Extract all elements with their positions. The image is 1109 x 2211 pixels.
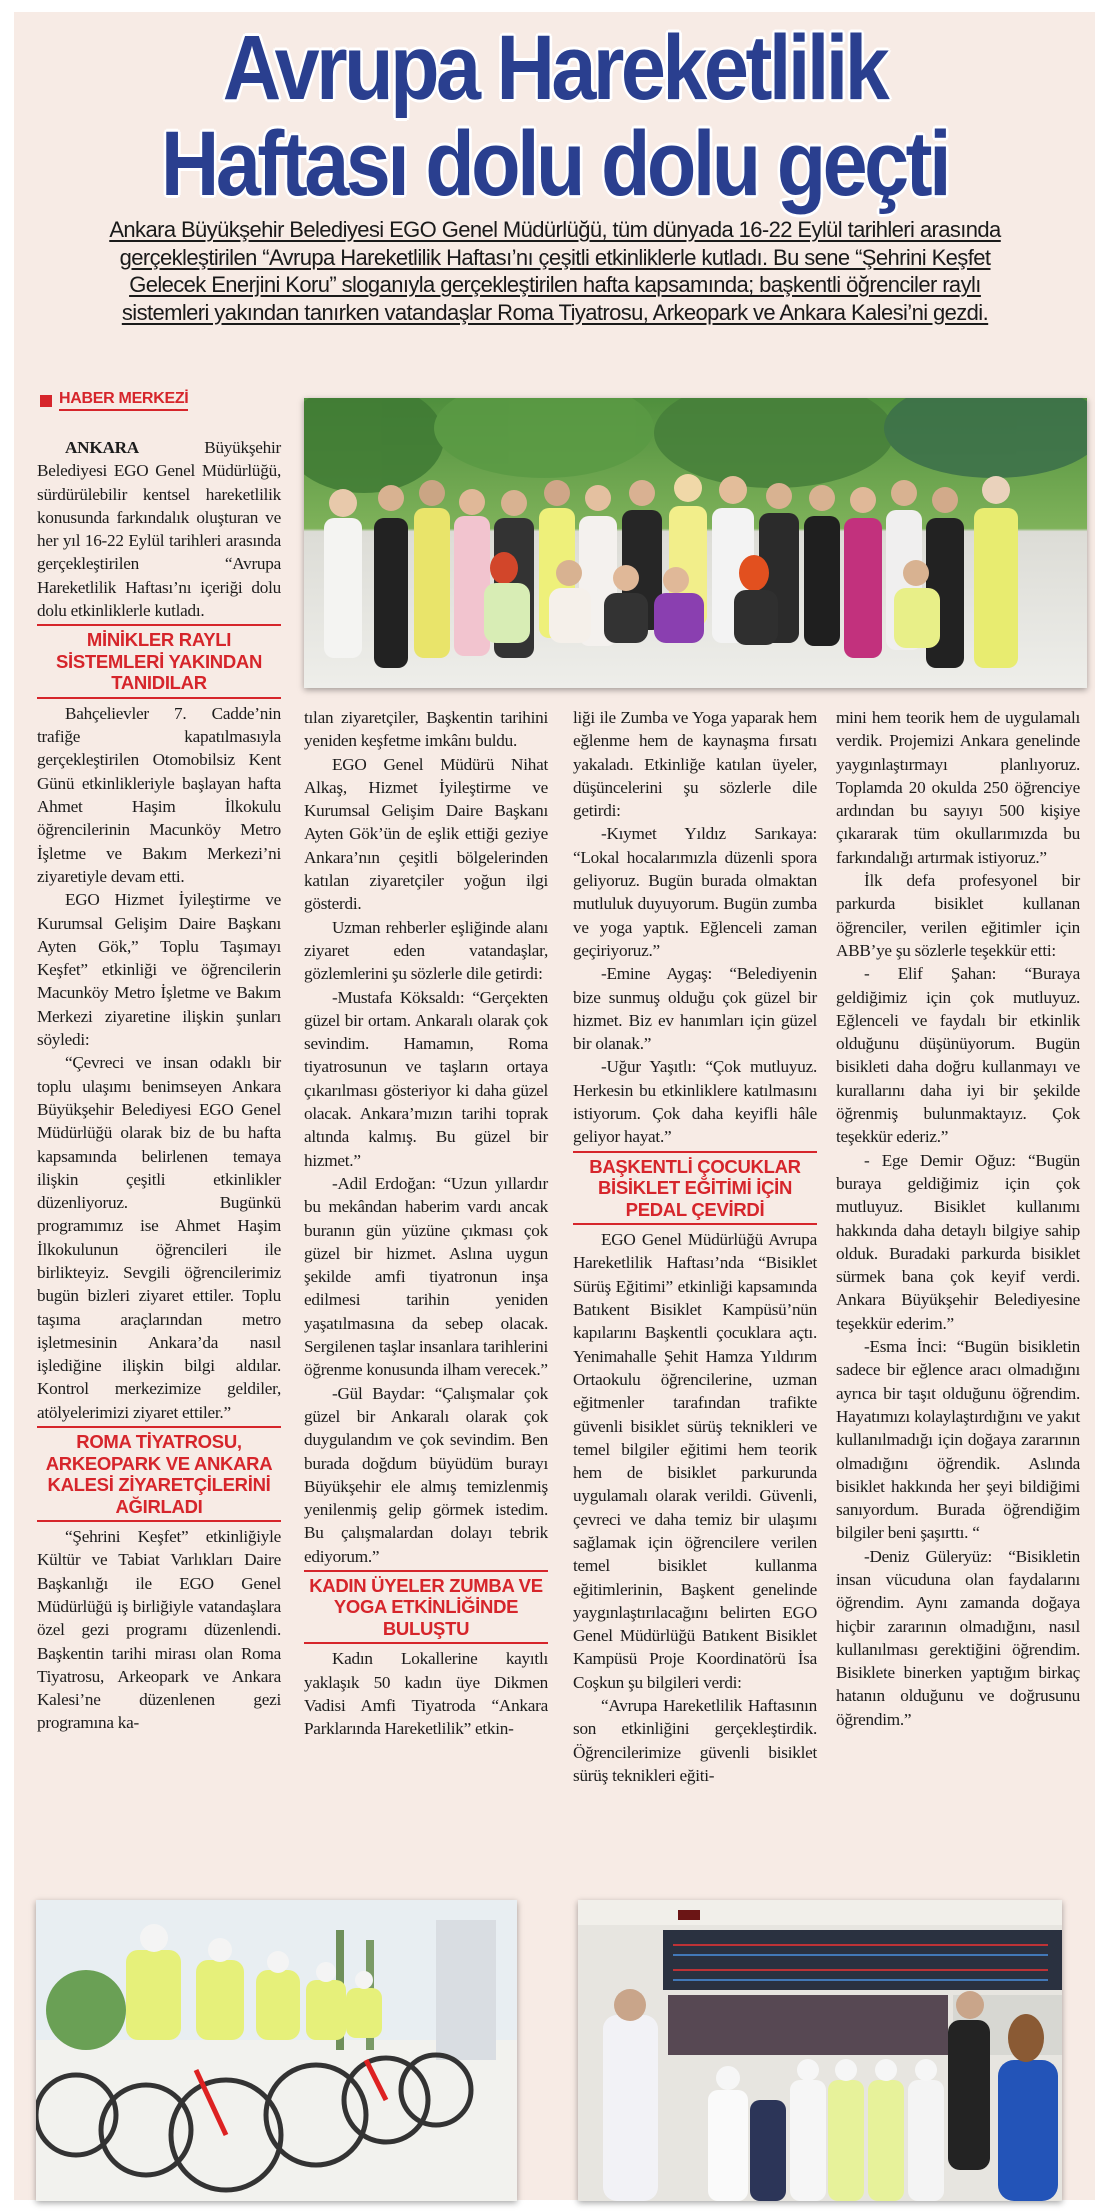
lede-line [40, 216, 1070, 244]
body-paragraph: liği ile Zumba ve Yoga yaparak hem eğlenme hem de kaynaşma fırsatı yakaladı. Etkinliğe katılan üyeler, düşüncelerini şu sözlerle dile getirdi: [573, 708, 817, 821]
quote-paragraph: -Adil Erdoğan: “Uzun yıllardır bu mekândan haberim vardı ancak buranın gün yüzüne çıkması çok güzel bir hizmet. Aslına uygun şekilde amfi tiyatronun inşa edilmesi tarihin yeniden yaşatılmasına da sebep olacak. Sergilenen taşlar insanlara tarihlerini öğrenme konusunda ilham verecek.” [304, 1173, 548, 1380]
bicycles-photo-image [36, 1900, 517, 2201]
body-paragraph: Bahçelievler 7. Cadde’nin trafiğe kapatılmasıyla gerçekleştirilen Otomobilsiz Kent Günü etkinlikleriyle başlayan hafta Ahmet Haşim İlkokulu öğrencilerinin Macunköy Metro İşletme ve Bakım Merkezi’ni ziyaretiyle devam etti. [37, 703, 281, 886]
lede-text: Ankara Büyükşehir Belediyesi EGO Genel Müdürlüğü, tüm dünyada 16-22 Eylül tarihleri arasında [109, 217, 1001, 242]
lede-line [40, 271, 1070, 299]
dateline: ANKARA [65, 438, 139, 457]
quote-paragraph: -Kıymet Yıldız Sarıkaya: “Lokal hocalarımızla düzenli spora geliyoruz. Bugün burada olmaktan mutluluk duyuyorum. Bugün zumba ve yoga yaptık. Eğlenceli zaman geçiriyoruz.” [573, 824, 817, 960]
article-column-1 [37, 436, 281, 1735]
quote-paragraph: -Emine Aygaş: “Belediyenin bize sunmuş olduğu çok güzel bir hizmet. Biz ev hanımları için güzel bir olanak.” [573, 964, 817, 1054]
photo-metro-control-room [578, 1900, 1062, 2201]
byline-text: HABER MERKEZİ [59, 390, 188, 411]
photo-group-women [304, 398, 1087, 688]
square-bullet-icon [40, 395, 52, 407]
subhead-baskentli-cocuklar: BAŞKENTLİ ÇOCUKLAR BİSİKLET EĞİTİMİ İÇİN PEDAL ÇEVİRDİ [573, 1151, 817, 1226]
subhead-kadin-uyeler: KADIN ÜYELER ZUMBA VE YOGA ETKİNLİĞİNDE BULUŞTU [304, 1570, 548, 1645]
article-column-4 [836, 706, 1080, 1731]
quote-paragraph: “Avrupa Hareketlilik Haftasının son etkinliğini gerçekleştirdik. Öğrencilerimize güvenli bisiklet sürüş teknikleri eğiti- [573, 1696, 817, 1785]
headline-line-2: Haftası dolu dolu geçti [160, 113, 949, 215]
quote-paragraph: mini hem teorik hem de uygulamalı verdik. Projemizi Ankara genelinde yaygınlaştırmayı planlıyoruz. Toplamda 20 okulda 250 öğrenciye ardından bu sayıyı 500 kişiye çıkararak tüm okullarımızda bu farkındalığı artırmak istiyoruz.” [836, 708, 1080, 867]
body-paragraph: EGO Genel Müdürlüğü Avrupa Hareketlilik Haftası’nda “Bisiklet Sürüş Eğitimi” etkinliği kapsamında Batıkent Bisiklet Kampüsü’nün kapılarını Başkentli çocuklara açtı. Yenimahalle Şehit Hamza Yıldırım Ortaokulu öğrencilerine, uzman eğitmenler tarafından trafikte güvenli bisiklet sürüş teknikleri ve temel bilgiler eğitimi hem teorik hem de bisiklet parkurunda uygulamalı olarak verildi. Güvenli, çevreci ve daha temiz bir ulaşımı sağlamak için öğrencilere verilen temel bisiklet kullanma eğitimlerinin, Başkent genelinde yaygınlaştırılacağını belirten EGO Genel Müdürlüğü Batıkent Bisiklet Kampüsü Proje Koordinatörü İsa Coşkun şu bilgileri verdi: [573, 1230, 817, 1692]
lede-text: sistemleri yakından tanırken vatandaşlar Roma Tiyatrosu, Arkeopark ve Ankara Kalesi’ni gezdi. [121, 299, 989, 325]
quote-paragraph: - Elif Şahan: “Buraya geldiğimiz için çok mutluyuz. Eğlenceli ve faydalı bir etkinlik olduğunu düşünüyorum. Bugün bisikleti daha doğru kullanmayı ve kurallarını daha iyi bir şekilde öğrenmiş bulunmaktayız. Çok teşekkür ederiz.” [836, 964, 1080, 1147]
lede-text: Gelecek Enerjini Koru” sloganıyla gerçekleştirilen hafta kapsamında; başkentli öğrenciler raylı [129, 272, 981, 297]
body-paragraph: Uzman rehberler eşliğinde alanı ziyaret eden vatandaşlar, gözlemlerini şu sözlerle dile getirdi: [304, 917, 548, 984]
article-column-3 [573, 706, 817, 1787]
body-paragraph: EGO Genel Müdürü Nihat Alkaş, Hizmet İyileştirme ve Kurumsal Gelişim Daire Başkanı Ayten Gök’ün de eşlik ettiği geziye Ankara’nın çeşitli bölgelerinden katılan ziyaretçiler yoğun ilgi gösterdi. [304, 754, 548, 914]
intro-paragraph [37, 436, 281, 622]
headline [79, 17, 1030, 215]
quote-paragraph: -Deniz Güleryüz: “Bisikletin insan vücuduna olan faydalarını öğrendim. Aynı zamanda doğaya hiçbir zararının olmadığını, nasıl kullanılması gerektiğini öğrendim. Bisiklete binerken yaptığım birkaç hatanın olduğunu ve doğrusunu öğrendim.” [836, 1546, 1080, 1729]
body-paragraph: İlk defa profesyonel bir parkurda bisiklet kullanan öğrenciler, verilen eğitimler için ABB’ye şu sözlerle teşekkür etti: [836, 871, 1080, 960]
lede-text: gerçekleştirilen “Avrupa Hareketlilik Haftası’nı çeşitli etkinliklerle kutladı. Bu sene “Şehrini Keşfet [119, 244, 991, 270]
lede [40, 216, 1070, 326]
headline-line-1: Avrupa Hareketlilik [222, 17, 887, 119]
body-paragraph: EGO Hizmet İyileştirme ve Kurumsal Gelişim Daire Başkanı Ayten Gök,” Toplu Taşımayı Keşfet” etkinliği ve öğrencilerin Macunköy Metro İşletme ve Bakım Merkezi ziyaretine ilişkin şunları söyledi: [37, 890, 281, 1050]
body-paragraph: tılan ziyaretçiler, Başkentin tarihini yeniden keşfetme imkânı buldu. [304, 708, 548, 751]
photo-children-bicycles [36, 1900, 517, 2201]
subhead-minikler: MİNİKLER RAYLI SİSTEMLERİ YAKINDAN TANIDILAR [37, 624, 281, 699]
article-column-2 [304, 706, 548, 1741]
intro-text: Büyükşehir Belediyesi EGO Genel Müdürlüğü, sürdürülebilir kentsel hareketlilik konusunda farkındalık oluşturan ve her yıl 16-22 Eylül tarihleri arasında gerçekleştirilen “Avrupa Hareketlilik Haftası’nı içeriği dolu dolu etkinliklerle kutladı. [37, 438, 281, 621]
lede-line [40, 299, 1070, 327]
group-photo-image [304, 398, 1087, 688]
quote-paragraph: -Gül Baydar: “Çalışmalar çok güzel bir Ankaralı olarak çok duygulandım ve çok sevindim. Ben burada doğdum büyüdüm burayı Büyükşehir ele almış temizlenmiş yenilenmiş gelip görmek istedim. Bu çalışmalardan dolayı tebrik ediyorum.” [304, 1383, 548, 1566]
quote-paragraph: - Ege Demir Oğuz: “Bugün buraya geldiğimiz için çok mutluyuz. Bisiklet kullanımı hakkında daha detaylı bilgiye sahip olduk. Buradaki parkurda bisiklet sürmek bana çok keyif verdi. Ankara Büyükşehir Belediyesine teşekkür ederim.” [836, 1150, 1080, 1333]
quote-paragraph: -Mustafa Köksaldı: “Gerçekten güzel bir ortam. Ankaralı olarak çok sevindim. Hamamın, Roma tiyatrosunun ve taşların ortaya çıkarılması gösteriyor ki daha güzel olacak. Ankara’mızın tarihi toprak altında kalmış. Bu güzel bir hizmet.” [304, 987, 548, 1170]
body-paragraph: “Çevreci ve insan odaklı bir toplu ulaşımı benimseyen Ankara Büyükşehir Belediyesi EGO Genel Müdürlüğü olarak biz de bu hafta kapsamında belirlenen temaya ilişkin çeşitli etkinlikler düzenliyoruz. Bugünkü programımız ise Ahmet Haşim İlkokulunun öğrencileri ile birlikteyiz. Sevgili öğrencilerimiz bugün bizleri ziyaret ettiler. Toplu taşıma araçlarından metro işletmesinin Ankara’da nasıl işlediğine ilişkin bilgi aldılar. Kontrol merkezimize geldiler, atölyelerimizi ziyaret ettiler.” [37, 1053, 281, 1422]
subhead-roma-tiyatrosu: ROMA TİYATROSU, ARKEOPARK VE ANKARA KALESİ ZİYARETÇİLERİNİ AĞIRLADI [37, 1426, 281, 1522]
byline [40, 390, 188, 411]
control-room-photo-image [578, 1900, 1062, 2201]
quote-paragraph: -Uğur Yaşıtlı: “Çok mutluyuz. Herkesin bu etkinliklere katılmasını istiyorum. Çok daha keyifli hâle geliyor hayat.” [573, 1057, 817, 1147]
lede-line [40, 244, 1070, 272]
body-paragraph: Kadın Lokallerine kayıtlı yaklaşık 50 kadın üye Dikmen Vadisi Amfi Tiyatroda “Ankara Parklarında Hareketlilik” etkin- [304, 1649, 548, 1739]
body-paragraph: “Şehrini Keşfet” etkinliğiyle Kültür ve Tabiat Varlıkları Daire Başkanlığı ile EGO Genel Müdürlüğü iş birliğiyle vatandaşlara özel gezi programı düzenlendi. Başkentin tarihi mirası olan Roma Tiyatrosu, Arkeopark ve Ankara Kalesi’ne düzenlenen gezi programına ka- [37, 1527, 281, 1733]
quote-paragraph: -Esma İnci: “Bugün bisikletin sadece bir eğlence aracı olmadığını ayrıca bir taşıt olduğunu öğrendim. Hayatımızı kolaylaştırdığını ve yakıt kullanılmadığı için doğaya zararının olmadığını öğrendik. Aslında bisiklet hakkında her şeyi bildiğimi sanıyordum. Burada öğrendiğim bilgiler beni şaşırttı. “ [836, 1337, 1080, 1543]
